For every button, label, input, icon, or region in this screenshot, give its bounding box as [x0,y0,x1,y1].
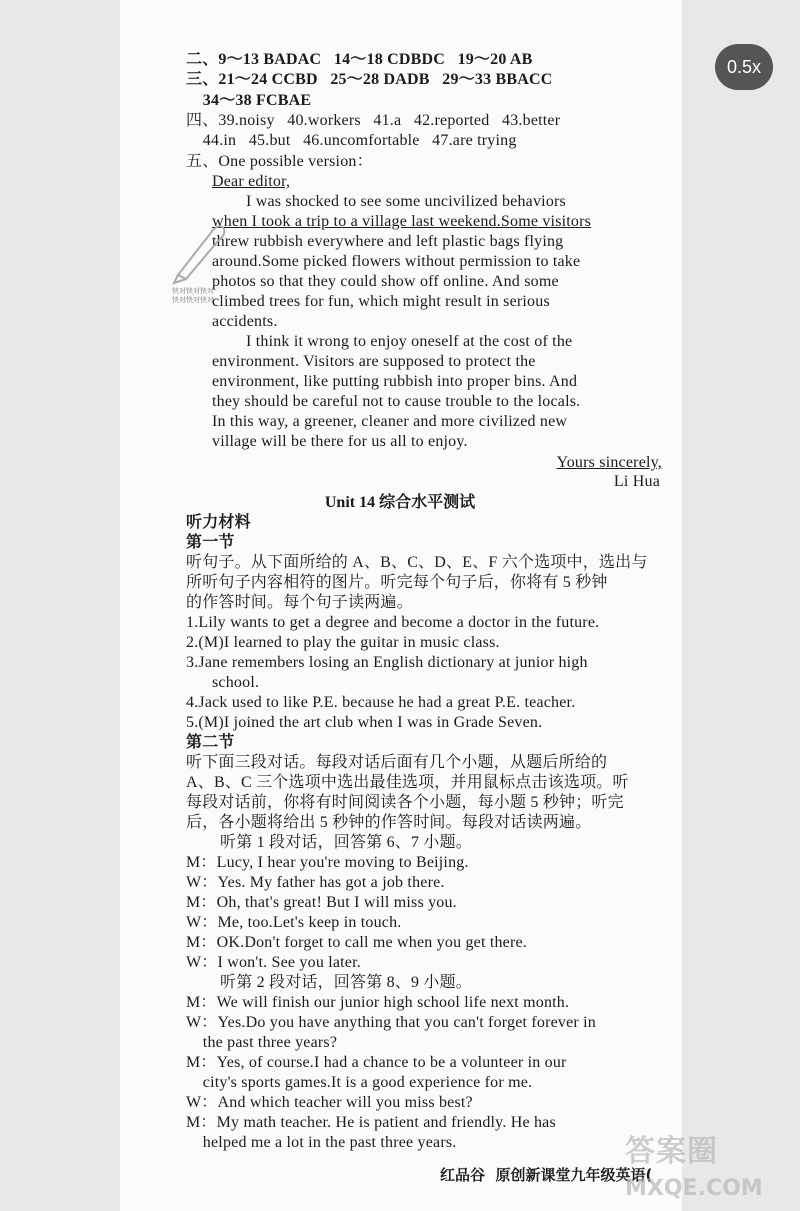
listening-heading: 听力材料 [186,514,251,531]
section1-instruction: 听句子。从下面所给的 A、B、C、D、E、F 六个选项中，选出与 [186,554,648,571]
section1-item: 2.(M)I learned to play the guitar in music class. [186,634,500,651]
dialog-line: W：Yes. My father has got a job there. [186,874,445,891]
section1-item: 1.Lily wants to get a degree and become a doctor in the future. [186,614,600,631]
letter-p2-line: village will be there for us all to enjoy. [212,433,468,450]
dialog2-intro: 听第 2 段对话，回答第 8、9 小题。 [220,974,473,991]
pencil-watermark-icon [168,215,228,285]
letter-p2-line: In this way, a greener, cleaner and more civilized new [212,413,568,430]
letter-p2-line: I think it wrong to enjoy oneself at the cost of the [246,333,573,350]
letter-greeting: Dear editor, [212,173,291,190]
letter-p1-line: photos so that they could show off online. And some [212,273,559,290]
section2-instruction: 听下面三段对话。每段对话后面有几个小题，从题后所给的 [186,754,608,771]
letter-p1-line: climbed trees for fun, which might result in serious [212,293,550,310]
section1-heading: 第一节 [186,534,235,551]
section1-item: 4.Jack used to like P.E. because he had a great P.E. teacher. [186,694,576,711]
section2-instruction: 后，各小题将给出 5 秒钟的作答时间。每段对话读两遍。 [186,814,592,831]
dialog-line: W：Yes.Do you have anything that you can't forget forever in [186,1014,597,1031]
letter-signature: Li Hua [613,473,660,490]
dialog-line: city's sports games.It is a good experience for me. [186,1074,533,1091]
dialog-line: helped me a lot in the past three years. [186,1134,457,1151]
dialog-line: M：Lucy, I hear you're moving to Beijing. [186,854,469,871]
letter-p2-line: they should be careful not to cause trouble to the locals. [212,393,581,410]
answer-line-2: 二、9～13 BADAC 14～18 CDBDC 19～20 AB [186,51,533,68]
letter-closing: Yours sincerely, [556,454,662,471]
section2-instruction: A、B、C 三个选项中选出最佳选项，并用鼠标点击该选项。听 [186,774,629,791]
answer-line-4: 四、39.noisy 40.workers 41.a 42.reported 43.better [186,112,561,129]
watermark-logo-text: 答案圈 [625,1134,718,1169]
dialog-line: M：Yes, of course.I had a chance to be a volunteer in our [186,1054,567,1071]
dialog-line: W：And which teacher will you miss best? [186,1094,473,1111]
playback-speed-badge[interactable]: 0.5x [715,44,773,90]
section1-item: 3.Jane remembers losing an English dictionary at junior high [186,654,588,671]
answer-line-5: 五、One possible version： [186,153,373,170]
dialog-line: M：OK.Don't forget to call me when you get there. [186,934,527,951]
unit-title: Unit 14 综合水平测试 [324,494,476,511]
section1-item: school. [212,674,260,691]
section2-instruction: 每段对话前，你将有时间阅读各个小题，每小题 5 秒钟；听完 [186,794,624,811]
section2-heading: 第二节 [186,734,235,751]
dialog-line: W：I won't. See you later. [186,954,361,971]
section1-instruction: 的作答时间。每个句子读两遍。 [186,594,413,611]
letter-p1-line: around.Some picked flowers without permission to take [212,253,581,270]
letter-p1-line: threw rubbish everywhere and left plastic bags flying [212,233,564,250]
dialog-line: the past three years? [186,1034,338,1051]
letter-p1-line: accidents. [212,313,278,330]
dialog1-intro: 听第 1 段对话，回答第 6、7 小题。 [220,834,473,851]
watermark-small-text: 快对快对快对 [172,287,214,295]
dialog-line: W：Me, too.Let's keep in touch. [186,914,402,931]
letter-p1-line: when I took a trip to a village last weekend.Some visitors [212,213,592,230]
dialog-line: M：We will finish our junior high school life next month. [186,994,570,1011]
letter-p2-line: environment, like putting rubbish into proper bins. And [212,373,578,390]
answer-line-3b: 34～38 FCBAE [186,92,312,109]
watermark-logo-url: MXQE.COM [625,1176,763,1201]
letter-p2-line: environment. Visitors are supposed to protect the [212,353,536,370]
letter-p1-line: I was shocked to see some uncivilized behaviors [246,193,566,210]
watermark-logo [625,1126,770,1211]
answer-line-3: 三、21～24 CCBD 25～28 DADB 29～33 BBACC [186,71,553,88]
dialog-line: M：My math teacher. He is patient and friendly. He has [186,1114,556,1131]
section1-instruction: 所听句子内容相符的图片。听完每个句子后，你将有 5 秒钟 [186,574,608,591]
watermark-small-text: 快对快对快对 [172,296,214,304]
book-footer: 红品谷 原创新课堂九年级英语( [440,1166,653,1184]
answer-line-4b: 44.in 45.but 46.uncomfortable 47.are trying [186,132,517,149]
section1-item: 5.(M)I joined the art club when I was in Grade Seven. [186,714,543,731]
dialog-line: M：Oh, that's great! But I will miss you. [186,894,457,911]
